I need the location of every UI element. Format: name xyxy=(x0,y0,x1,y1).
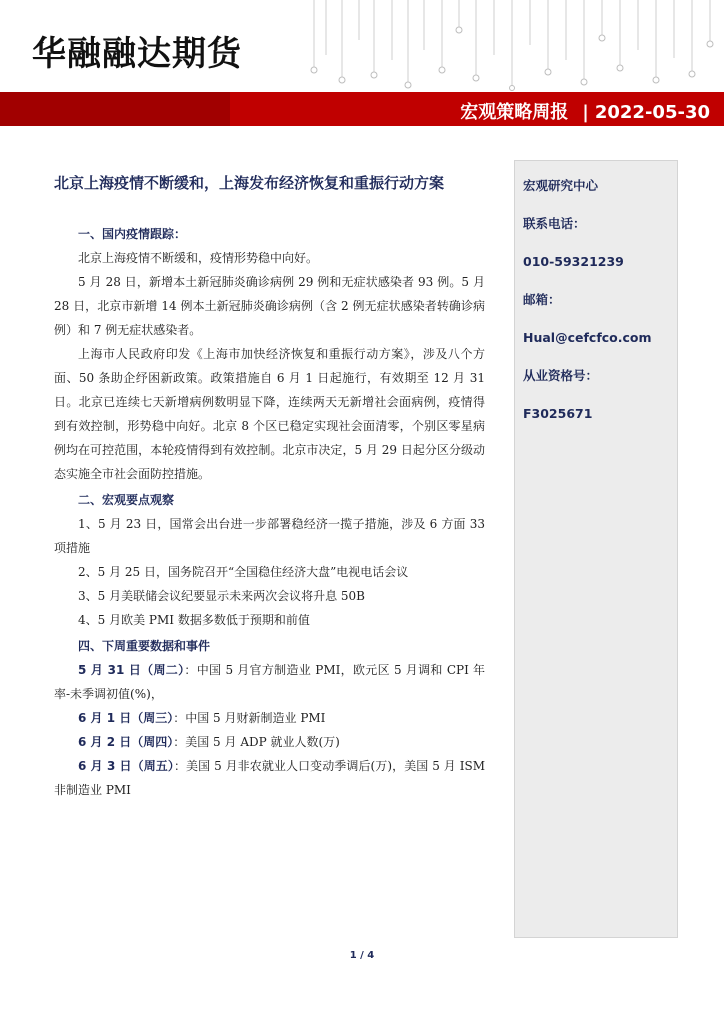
page-number: 1 / 4 xyxy=(349,950,375,961)
event-item xyxy=(54,754,485,802)
event-text: ：美国 5 月非农就业人口变动季调后(万)，美国 5 月 ISM 非制造业 PMI xyxy=(54,759,485,797)
report-name: 宏观策略周报 xyxy=(460,102,569,123)
author-sidebar xyxy=(514,160,678,938)
event-text: ：中国 5 月官方制造业 PMI，欧元区 5 月调和 CPI 年率-未季调初值(%)， xyxy=(54,663,485,701)
event-item xyxy=(54,706,485,730)
header-banner-accent xyxy=(0,92,230,126)
phone-label: 联系电话： xyxy=(523,216,586,231)
date-separator: | xyxy=(582,102,589,123)
event-date: 6 月 3 日（周五） xyxy=(78,759,174,773)
report-date: 2022-05-30 xyxy=(594,102,710,123)
phone-number: 010-59321239 xyxy=(523,254,624,269)
license-number: F3025671 xyxy=(523,406,593,421)
report-header xyxy=(460,98,710,124)
list-item: 2、5 月 25 日，国务院召开“全国稳住经济大盘”电视电话会议 xyxy=(78,565,409,579)
section-heading: 一、国内疫情跟踪： xyxy=(78,227,187,241)
header-decoration xyxy=(304,0,724,92)
company-logo: 华融融达期货 xyxy=(32,34,242,74)
list-item: 1、5 月 23 日，国常会出台进一步部署稳经济一揽子措施，涉及 6 方面 33 项措施 xyxy=(54,517,485,555)
event-item xyxy=(54,658,485,706)
email-address[interactable]: Hual@cefcfco.com xyxy=(523,330,652,345)
email-label: 邮箱： xyxy=(523,292,561,307)
list-item: 3、5 月美联储会议纪要显示未来两次会议将升息 50B xyxy=(78,589,365,603)
article-title: 北京上海疫情不断缓和，上海发布经济恢复和重振行动方案 xyxy=(54,174,445,192)
section-heading: 二、宏观要点观察 xyxy=(78,493,175,507)
paragraph: 上海市人民政府印发《上海市加快经济恢复和重振行动方案》，涉及八个方面、50 条助企纾困新政策。政策措施自 6 月 1 日起施行，有效期至 12 月 31 日。北京已连续七天新增病例数明显下降，连续两天无新增社会面病例，疫情得到有效控制，形势稳中向好。北京 8 个区已稳定实现社会面清零，个别区零星病例均在可控范围，本轮疫情得到有效控制。北京市决定，5 月 29 日起分区分级动态实施全市社会面防控措施。 xyxy=(54,347,485,481)
event-date: 6 月 1 日（周三） xyxy=(78,711,174,725)
department-name: 宏观研究中心 xyxy=(523,178,599,193)
article-body xyxy=(54,220,485,802)
event-date: 6 月 2 日（周四） xyxy=(78,735,174,749)
event-date: 5 月 31 日（周二） xyxy=(78,663,185,677)
event-text: ：美国 5 月 ADP 就业人数(万) xyxy=(173,735,340,749)
paragraph: 5 月 28 日，新增本土新冠肺炎确诊病例 29 例和无症状感染者 93 例。5 月 28 日，北京市新增 14 例本土新冠肺炎确诊病例（含 2 例无症状感染者转确诊病例）和 7 例无症状感染者。 xyxy=(54,275,485,337)
event-text: ：中国 5 月财新制造业 PMI xyxy=(173,711,326,725)
event-item xyxy=(54,730,485,754)
license-label: 从业资格号： xyxy=(523,368,599,383)
list-item: 4、5 月欧美 PMI 数据多数低于预期和前值 xyxy=(78,613,310,627)
section-heading: 四、下周重要数据和事件 xyxy=(78,639,211,653)
paragraph: 北京上海疫情不断缓和，疫情形势稳中向好。 xyxy=(78,251,319,265)
